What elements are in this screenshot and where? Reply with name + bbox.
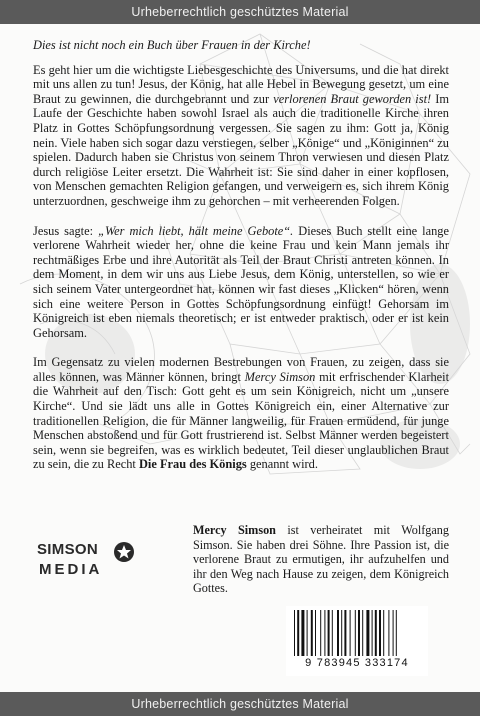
publisher-name-line1: SIMSON xyxy=(37,541,98,558)
blurb-paragraph-1: Es geht hier um die wichtigste Liebesgeschichte des Universums, und die hat direkt mit uns allen zu tun! Jesus, der König, hat alle Hebel in Bewegung gesetzt, um eine Braut zu gewinnen, die durchgebrannt und zur verlorenen Braut geworden ist! Im Laufe der Geschichte haben sowohl Israel als auch die traditionelle Kirche ihren Platz in Gottes Schöpfungsordnung vergessen. Sie sagen zu ihm: Gott ja, König nein. Viele haben sich sogar dazu verstiegen, selber „Könige“ und „Königinnen“ zu spielen. Dadurch haben sie Christus von seinem Thron verwiesen und diesen Platz durch religiöse Leiter ersetzt. Die Wahrheit ist: Sie sind daher in einer kopflosen, von Menschen gemachten Religion gefangen, und verweigern es, sich ihrem König unterzuordnen, geschweige ihm zu gehorchen – mit verheerenden Folgen. xyxy=(33,62,449,208)
isbn-barcode xyxy=(286,606,428,676)
copyright-watermark-bottom: Urheberrechtlich geschütztes Material xyxy=(0,692,480,716)
blurb-text xyxy=(33,38,449,487)
barcode-bars xyxy=(292,610,422,658)
blurb-paragraph-3: Im Gegensatz zu vielen modernen Bestrebungen von Frauen, zu zeigen, dass sie alles können, was Männer können, bringt Mercy Simson mit erfrischender Klarheit die Wahrheit auf den Tisch: Gott geht es um sein Königreich, nicht um „unsere Kirche“. Und sie lädt uns alle in Gottes Königreich ein, einer Alternative zur traditionellen Religion, die für Männer langweilig, für Frauen ermüdend, für junge Menschen abstoßend und für Gott frustrierend ist. Selbst Männer werden begeistert sein, wenn sie begreifen, was es wirklich bedeutet, Teil dieser unglaublichen Braut zu sein, die zu Recht Die Frau des Königs genannt wird. xyxy=(33,355,450,472)
blurb-lead: Dies ist nicht noch ein Buch über Frauen in der Kirche! xyxy=(33,38,311,52)
copyright-watermark-top: Urheberrechtlich geschütztes Material xyxy=(0,0,480,24)
back-cover xyxy=(0,24,480,692)
publisher-logo xyxy=(37,541,141,591)
isbn-digits: 9 783945 333174 xyxy=(305,657,409,669)
publisher-name-line2: MEDIA xyxy=(39,561,103,578)
blurb-paragraph-2: Jesus sagte: „Wer mich liebt, hält meine Gebote“. Dieses Buch stellt eine lange verlorene Wahrheit wieder her, ohne die keine Frau und kein Mann jemals ihr rechtmäßiges Erbe und ihre Autorität als Teil der Braut Christi antreten können. In dem Moment, in dem wir uns aus Liebe Jesus, dem König, unterstellen, so wie er sich seinem Vater untergeordnet hat, können wir fast dieses „Klicken“ hören, wenn sich eine weitere Person in Gottes Schöpfungsordnung einfügt! Gehorsam im Königreich ist eben niemals theoretisch; er ist entweder praktisch, oder er ist kein Gehorsam. xyxy=(33,223,449,340)
author-name: Mercy Simson xyxy=(193,523,276,537)
star-arrow-icon xyxy=(113,541,135,563)
author-bio: Mercy Simson ist verheiratet mit Wolfgang Simson. Sie haben drei Söhne. Ihre Passion ist, die verlorene Braut zu ermutigen, ihr aufzuhelfen und ihr den Weg nach Hause zu zeigen, dem Königreich Gottes. xyxy=(193,523,449,596)
